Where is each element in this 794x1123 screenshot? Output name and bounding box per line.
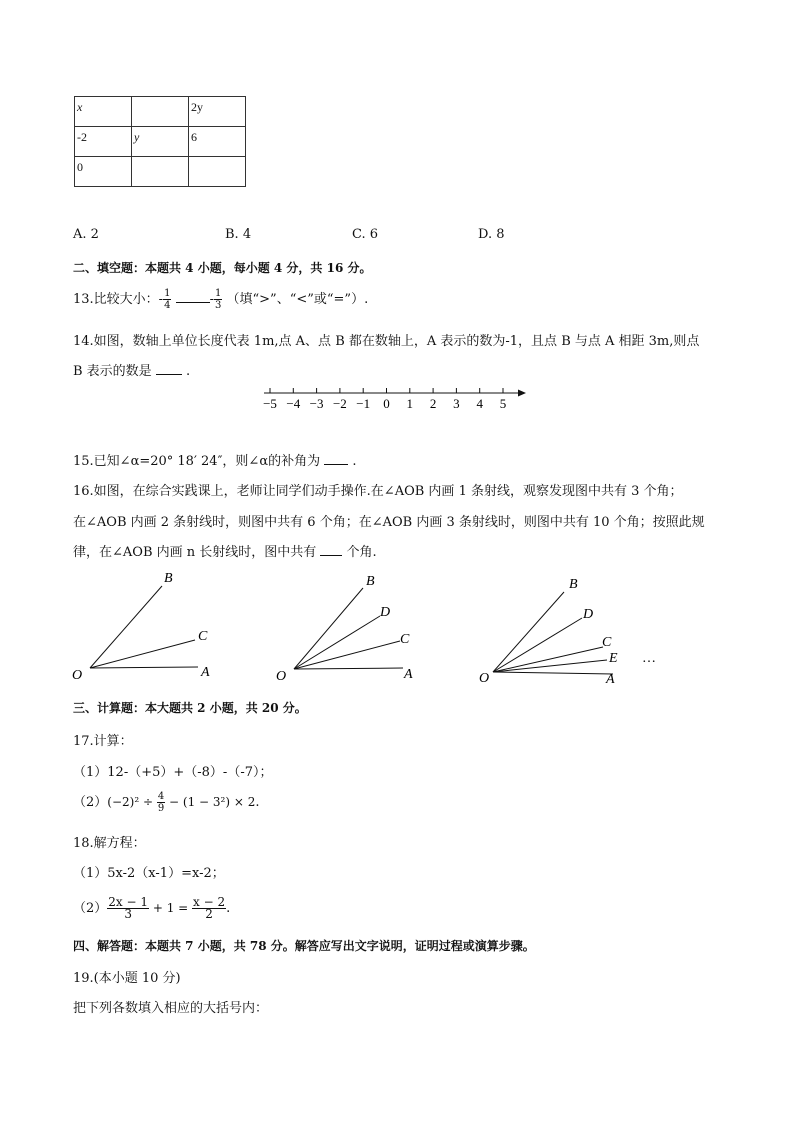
q17-title: 17.计算： xyxy=(73,734,133,749)
label-a: A xyxy=(606,672,615,687)
number-line-label: −5 xyxy=(263,396,277,411)
frac-den: 3 xyxy=(215,300,222,311)
q13-prefix: 13.比较大小：- xyxy=(73,292,164,307)
fraction-one-third xyxy=(214,288,222,311)
table-row xyxy=(75,127,246,157)
choice-c: C. 6 xyxy=(352,227,379,242)
fraction-lhs xyxy=(107,897,149,920)
q14-line2-end: . xyxy=(185,364,191,379)
number-line-label: 2 xyxy=(429,396,437,411)
label-b: B xyxy=(366,574,375,589)
label-e: E xyxy=(609,651,618,666)
ellipsis: … xyxy=(642,651,656,666)
number-line-label: −4 xyxy=(286,396,301,411)
table-cell xyxy=(132,157,189,187)
number-line-label: 4 xyxy=(476,396,483,411)
label-o: O xyxy=(276,669,287,684)
label-c: C xyxy=(602,635,612,650)
angle-figure-1 xyxy=(90,586,198,668)
answer-blank xyxy=(156,374,182,375)
label-d: D xyxy=(583,607,594,622)
number-line-label: 3 xyxy=(453,396,460,411)
frac-den: 4 xyxy=(164,300,171,311)
table-cell xyxy=(132,97,189,127)
q16-line2: 在∠AOB 内画 2 条射线时，则图中共有 6 个角；在∠AOB 内画 3 条射线时，则图中共有 10 个角；按照此规 xyxy=(73,515,705,530)
label-d: D xyxy=(380,605,391,620)
answer-blank xyxy=(176,302,210,303)
q17-p2-label: （2） xyxy=(73,795,108,810)
choice-a: A. 2 xyxy=(73,227,99,242)
section4-title: 四、解答题：本题共 7 小题，共 78 分。解答应写出文字说明，证明过程或演算步骤。 xyxy=(73,939,535,953)
q15-text: 15.已知∠α=20° 18′ 24″，则∠α的补角为 xyxy=(73,454,321,469)
q14-line2 xyxy=(73,360,190,379)
angle-figures xyxy=(70,568,710,688)
frac-den: 2 xyxy=(205,907,213,921)
q17-part1: （1）12-（+5）+（-8）-（-7）； xyxy=(73,765,273,780)
q17-p2-end: . xyxy=(255,795,260,810)
fraction-one-quarter xyxy=(163,288,171,311)
frac-num: 1 xyxy=(164,288,171,299)
table-cell: x xyxy=(75,97,132,127)
label-o: O xyxy=(72,668,83,683)
number-line-label: −3 xyxy=(309,396,324,411)
table-cell: 0 xyxy=(75,157,132,187)
q16-line3b: 个角. xyxy=(346,545,377,560)
q18-title: 18.解方程： xyxy=(73,836,146,851)
table-row xyxy=(75,97,246,127)
table-row xyxy=(75,157,246,187)
fraction-rhs xyxy=(192,897,226,920)
q19-line: 把下列各数填入相应的大括号内： xyxy=(73,1001,269,1016)
answer-blank xyxy=(320,555,342,556)
q18-p2-mid: + 1 = xyxy=(149,901,193,915)
choice-d: D. 8 xyxy=(478,227,505,242)
label-b: B xyxy=(164,571,173,586)
label-c: C xyxy=(198,629,208,644)
table-cell: -2 xyxy=(75,127,132,157)
number-line-label: 1 xyxy=(406,396,414,411)
q19-title: 19.(本小题 10 分) xyxy=(73,971,181,986)
label-o: O xyxy=(479,671,490,686)
frac-num: 4 xyxy=(157,791,165,802)
table-cell: 2y xyxy=(189,97,246,127)
label-a: A xyxy=(201,665,210,680)
data-table xyxy=(74,96,246,187)
q13-suffix: （填“>”、“<”或“=”）. xyxy=(226,292,369,307)
section3-title: 三、计算题：本大题共 2 小题，共 20 分。 xyxy=(73,701,307,715)
frac-num: 2x − 1 xyxy=(108,895,149,909)
q16-line1: 16.如图，在综合实践课上，老师让同学们动手操作.在∠AOB 内画 1 条射线，观察发现图中共有 3 个角； xyxy=(73,484,683,499)
q17-p2-a: (−2)² ÷ xyxy=(107,795,157,809)
frac-den: 3 xyxy=(124,907,132,921)
number-line xyxy=(260,382,530,412)
answer-blank xyxy=(324,464,348,465)
q17-p2-b: − (1 − 3²) × 2 xyxy=(165,795,256,809)
q18-part1: （1）5x-2（x-1）=x-2； xyxy=(73,866,225,881)
q13-mid: - xyxy=(209,292,214,307)
frac-den: 9 xyxy=(157,803,165,814)
label-b: B xyxy=(569,577,578,592)
label-a: A xyxy=(404,667,413,682)
angle-figure-3 xyxy=(493,592,613,674)
question-15 xyxy=(73,450,357,469)
number-line-label: −1 xyxy=(356,396,371,411)
fraction-four-ninths xyxy=(157,791,165,814)
choice-b: B. 4 xyxy=(225,227,252,242)
question-13 xyxy=(73,285,368,315)
label-c: C xyxy=(400,632,410,647)
q14-line1: 14.如图，数轴上单位长度代表 1m,点 A、点 B 都在数轴上，A 表示的数为-1，且点 B 与点 A 相距 3m,则点 xyxy=(73,334,700,349)
q15-end: . xyxy=(352,454,357,469)
section2-title: 二、填空题：本题共 4 小题，每小题 4 分，共 16 分。 xyxy=(73,261,372,275)
table-cell: 6 xyxy=(189,127,246,157)
frac-num: x − 2 xyxy=(193,895,226,909)
table-cell xyxy=(189,157,246,187)
angle-figure-2 xyxy=(294,588,403,669)
q17-part2 xyxy=(73,788,259,817)
number-line-label: 5 xyxy=(499,396,507,411)
q16-line3a: 律，在∠AOB 内画 n 长射线时，图中共有 xyxy=(73,545,317,560)
q16-line3 xyxy=(73,541,377,560)
number-line-label: 0 xyxy=(383,396,390,411)
q18-p2-label: （2） xyxy=(73,901,108,916)
q14-line2-text: B 表示的数是 xyxy=(73,364,152,379)
frac-num: 1 xyxy=(215,288,222,299)
number-line-label: −2 xyxy=(332,396,347,411)
q18-part2 xyxy=(73,892,230,925)
table-cell: y xyxy=(132,127,189,157)
q18-p2-end: . xyxy=(226,901,231,916)
